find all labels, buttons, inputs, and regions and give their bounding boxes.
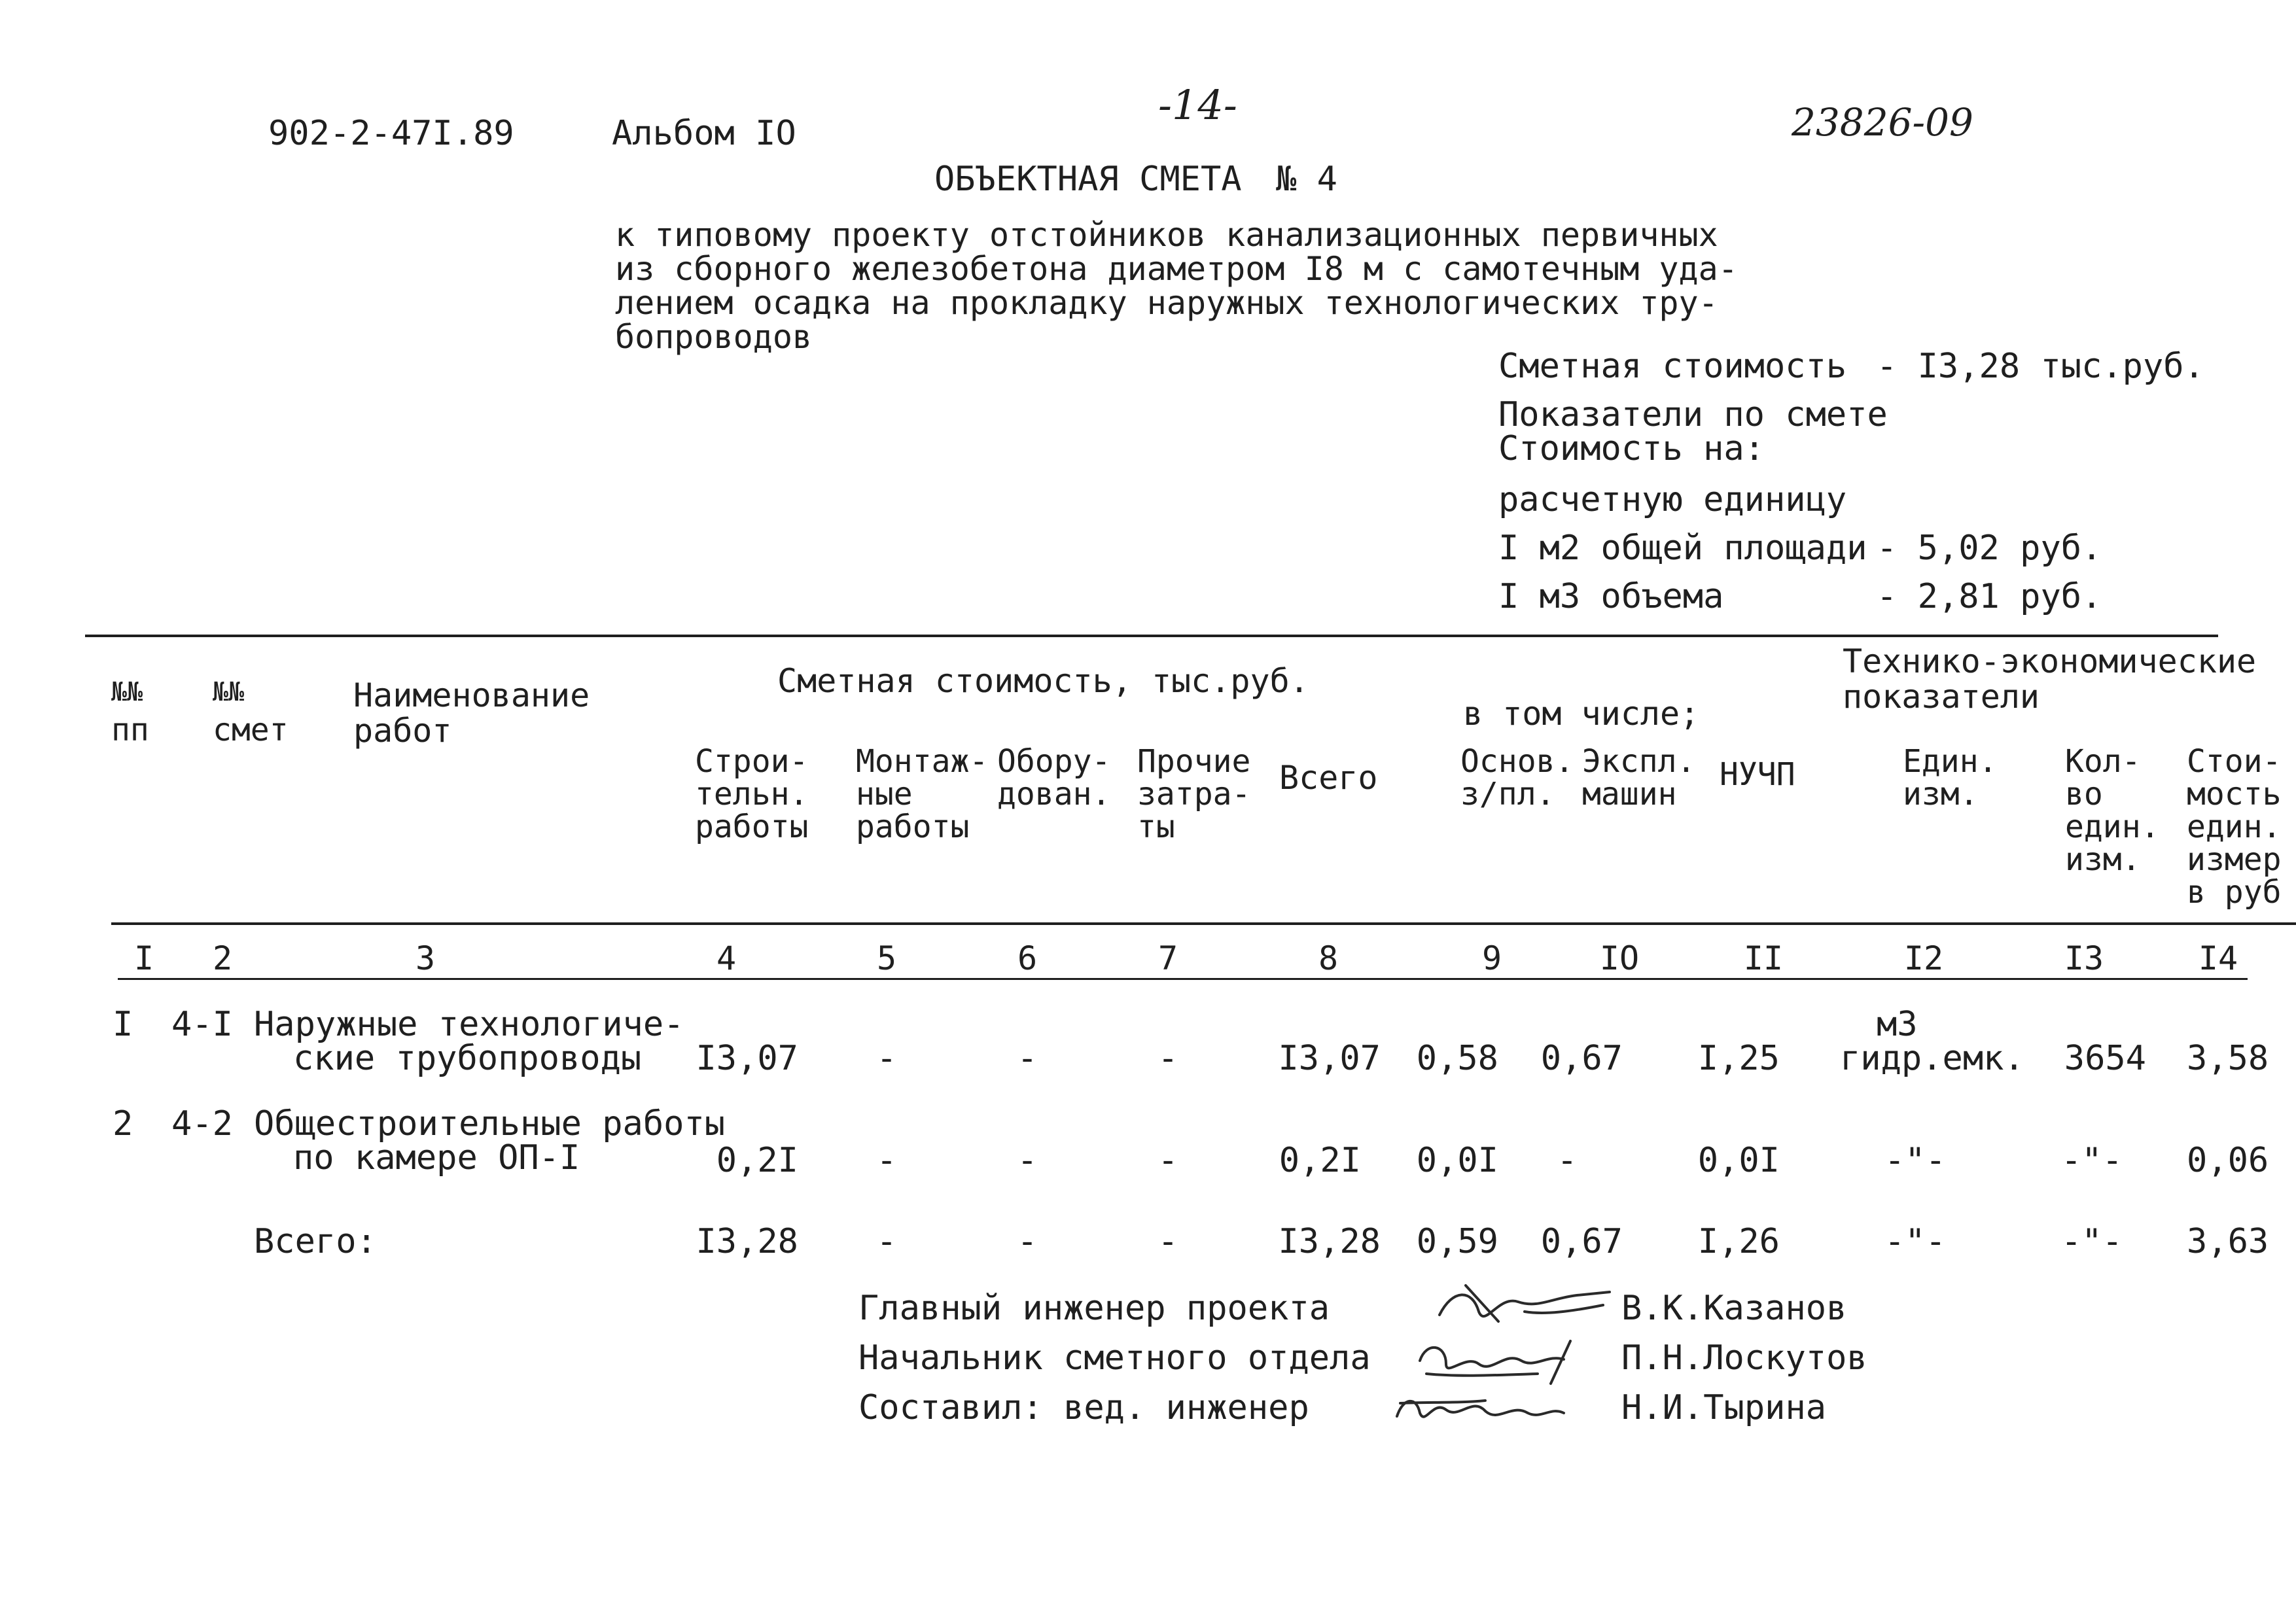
row-machines: - — [1557, 1141, 1578, 1180]
m3-label: I м3 объема — [1498, 577, 1724, 616]
cost-label: Сметная стоимость — [1498, 347, 1847, 386]
header-installation: работы — [856, 809, 970, 845]
signature-role: Составил: вед. инженер — [858, 1388, 1309, 1427]
header-unit-cost: в руб — [2187, 874, 2282, 911]
row-name: Наружные технологиче- — [254, 1005, 684, 1044]
header-construction: работы — [695, 809, 809, 845]
cost-value: - I3,28 тыс.руб. — [1877, 347, 2204, 386]
row-smet: 4-2 — [171, 1104, 233, 1143]
header-wages: Основ. — [1460, 743, 1574, 780]
row-quantity: -"- — [2061, 1141, 2123, 1180]
row-other: - — [1157, 1039, 1178, 1078]
cost-on-label: Стоимость на: — [1498, 429, 1765, 468]
table-top-rule — [85, 635, 2218, 637]
header-cost-group: Сметная стоимость, тыс.руб. — [777, 662, 1309, 700]
header-num-pp: пп — [111, 712, 149, 748]
total-unit: -"- — [1884, 1222, 1946, 1261]
m2-label: I м2 общей площади — [1498, 529, 1867, 568]
signature-role: Начальник сметного отдела — [858, 1338, 1371, 1378]
total-label: Всего: — [254, 1222, 377, 1261]
row-construction: I3,07 — [696, 1039, 798, 1078]
row-unit: м3 — [1877, 1005, 1918, 1044]
row-name: ские трубопроводы — [293, 1039, 642, 1078]
total-nuchp: I,26 — [1697, 1222, 1780, 1261]
header-bottom-rule — [111, 922, 2296, 925]
row-wages: 0,0I — [1416, 1141, 1498, 1180]
header-unit: Един. — [1903, 743, 1998, 780]
column-numbers-rule — [118, 978, 2248, 980]
header-installation: Монтаж- — [856, 743, 989, 780]
column-number: I3 — [2064, 939, 2104, 977]
row-nuchp: 0,0I — [1697, 1141, 1780, 1180]
header-other: Прочие — [1137, 743, 1251, 780]
signature-name: Н.И.Тырина — [1621, 1388, 1827, 1427]
total-quantity: -"- — [2061, 1222, 2123, 1261]
header-construction: тельн. — [695, 776, 809, 812]
project-code: 902-2-47I.89 — [268, 114, 514, 153]
total-construction: I3,28 — [696, 1222, 798, 1261]
total-machines: 0,67 — [1540, 1222, 1623, 1261]
row-equipment: - — [1017, 1141, 1038, 1180]
header-quantity: Кол- — [2065, 743, 2141, 780]
row-total: 0,2I — [1279, 1141, 1361, 1180]
header-other: затра- — [1137, 776, 1251, 812]
header-unit-cost: мость — [2187, 776, 2282, 812]
header-unit: изм. — [1903, 776, 1979, 812]
handwritten-signature — [1426, 1276, 1623, 1335]
estimate-number: № 4 — [1276, 160, 1337, 199]
header-other: ты — [1137, 809, 1175, 845]
description-line: лением осадка на прокладку наружных технологических тру- — [615, 284, 1718, 322]
total-total: I3,28 — [1278, 1222, 1381, 1261]
column-number: 2 — [212, 939, 233, 977]
column-number: 9 — [1481, 939, 1502, 977]
header-equipment: дован. — [997, 776, 1111, 812]
handwritten-signature — [1387, 1377, 1583, 1436]
row-pp: 2 — [113, 1104, 133, 1143]
header-installation: ные — [856, 776, 913, 812]
total-installation: - — [876, 1222, 897, 1261]
m2-value: - 5,02 руб. — [1877, 529, 2102, 568]
column-number: IO — [1599, 939, 1640, 977]
header-name: Наименование — [353, 676, 590, 714]
row-nuchp: I,25 — [1697, 1039, 1780, 1078]
header-including: в том числе; — [1463, 695, 1700, 733]
row-other: - — [1157, 1141, 1178, 1180]
column-number: 8 — [1318, 939, 1339, 977]
header-num-pp: №№ — [111, 677, 143, 707]
header-unit-cost: един. — [2187, 809, 2282, 845]
description-line: к типовому проекту отстойников канализационных первичных — [615, 216, 1718, 254]
header-equipment: Обору- — [997, 743, 1111, 780]
row-quantity: 3654 — [2064, 1039, 2146, 1078]
column-number: 6 — [1017, 939, 1038, 977]
header-quantity: един. — [2065, 809, 2160, 845]
row-pp: I — [113, 1005, 133, 1044]
header-num-smet: №№ — [213, 677, 245, 707]
header-tech-econ: показатели — [1843, 678, 2040, 716]
row-unit: гидр.емк. — [1840, 1039, 2024, 1078]
row-smet: 4-I — [171, 1005, 233, 1044]
row-installation: - — [876, 1039, 897, 1078]
header-total: Всего — [1279, 759, 1378, 797]
header-tech-econ: Технико-экономические — [1843, 642, 2257, 680]
column-number: 7 — [1157, 939, 1178, 977]
header-name: работ — [353, 712, 452, 750]
row-unit-cost: 3,58 — [2187, 1039, 2269, 1078]
column-number: 4 — [716, 939, 737, 977]
column-number: I — [133, 939, 154, 977]
signature-name: В.К.Казанов — [1621, 1289, 1847, 1328]
column-number: II — [1743, 939, 1784, 977]
header-quantity: изм. — [2065, 841, 2141, 878]
row-name: Общестроительные работы — [254, 1104, 726, 1143]
row-machines: 0,67 — [1540, 1039, 1623, 1078]
description-line: бопроводов — [615, 318, 813, 356]
header-num-smet: смет — [213, 712, 289, 748]
description-line: из сборного железобетона диаметром I8 м с самотечным уда- — [615, 250, 1738, 288]
column-number: I2 — [1903, 939, 1944, 977]
album-label: Альбом IO — [612, 114, 796, 153]
total-unit-cost: 3,63 — [2187, 1222, 2269, 1261]
header-unit-cost: измер — [2187, 841, 2282, 878]
row-name: по камере ОП-I — [293, 1138, 580, 1178]
page-number: -14- — [1158, 81, 1237, 129]
signature-name: П.Н.Лоскутов — [1621, 1338, 1867, 1378]
header-machines: машин — [1582, 776, 1677, 812]
total-equipment: - — [1017, 1222, 1038, 1261]
header-unit-cost: Стои- — [2187, 743, 2282, 780]
column-number: I4 — [2198, 939, 2238, 977]
row-unit: -"- — [1884, 1141, 1946, 1180]
column-number: 5 — [876, 939, 897, 977]
m3-value: - 2,81 руб. — [1877, 577, 2102, 616]
total-other: - — [1157, 1222, 1178, 1261]
row-equipment: - — [1017, 1039, 1038, 1078]
header-quantity: во — [2065, 776, 2103, 812]
row-wages: 0,58 — [1416, 1039, 1498, 1078]
indicators-label: Показатели по смете — [1498, 395, 1888, 434]
row-unit-cost: 0,06 — [2187, 1141, 2269, 1180]
estimate-heading: ОБЪЕКТНАЯ СМЕТА — [934, 160, 1242, 199]
signature-role: Главный инженер проекта — [858, 1289, 1330, 1328]
unit-label: расчетную единицу — [1498, 480, 1847, 519]
row-total: I3,07 — [1278, 1039, 1381, 1078]
header-machines: Экспл. — [1582, 743, 1696, 780]
total-wages: 0,59 — [1416, 1222, 1498, 1261]
row-construction: 0,2I — [716, 1141, 798, 1180]
column-number: 3 — [415, 939, 436, 977]
archive-number: 23826-09 — [1792, 100, 1973, 145]
header-construction: Строи- — [695, 743, 809, 780]
header-nuchp: НУЧП — [1720, 756, 1795, 793]
row-installation: - — [876, 1141, 897, 1180]
header-wages: з/пл. — [1460, 776, 1555, 812]
